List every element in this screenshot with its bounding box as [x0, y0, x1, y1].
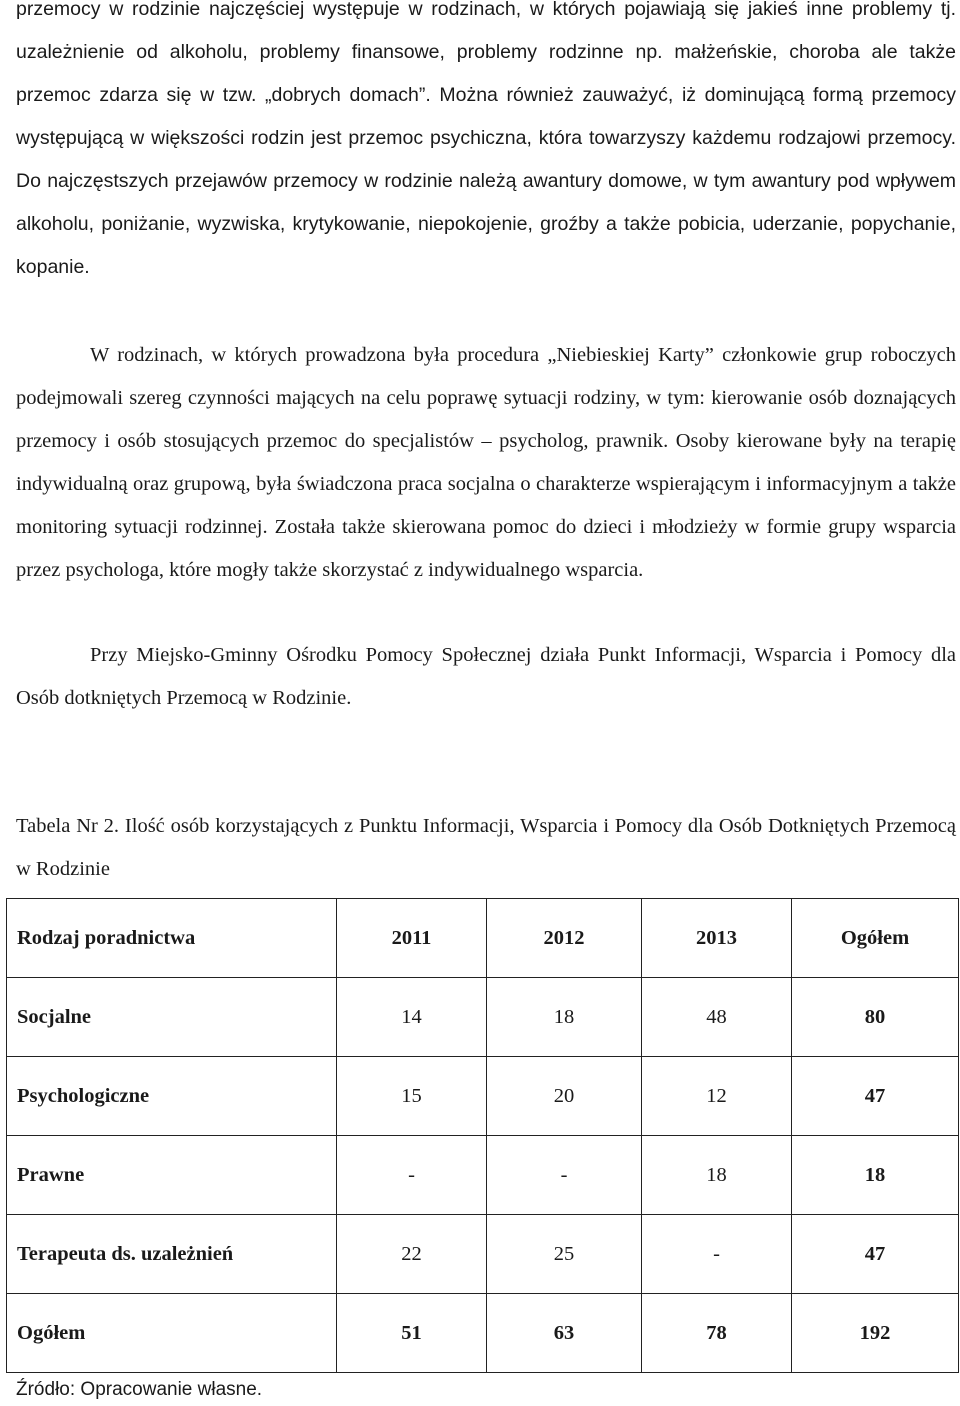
- table-cell: 18: [642, 1136, 792, 1215]
- table-cell: 47: [792, 1057, 959, 1136]
- paragraph-violence-forms: przemocy w rodzinie najczęściej występuje w rodzinach, w których pojawiają się jakieś inne problemy tj. uzależnienie od alkoholu, problemy finansowe, problemy rodzinne np. małżeńskie, choroba ale także przemoc zdarza się w tzw. „dobrych domach”. Można również zauważyć, iż dominującą formą przemocy występującą w większości rodzin jest przemoc psychiczna, która towarzyszy każdemu rodzajowi przemocy. Do najczęstszych przejawów przemocy w rodzinie należą awantury domowe, w tym awantury pod wpływem alkoholu, poniżanie, wyzwiska, krytykowanie, niepokojenie, groźby a także pobicia, uderzanie, popychanie, kopanie.: [16, 0, 956, 278]
- table-row: [7, 1057, 959, 1136]
- table-cell: -: [337, 1136, 487, 1215]
- counseling-table: [6, 898, 959, 1373]
- table-cell: 20: [487, 1057, 642, 1136]
- table-source-note: Źródło: Opracowanie własne.: [16, 1379, 263, 1400]
- table-cell: -: [487, 1136, 642, 1215]
- table-cell: -: [642, 1215, 792, 1294]
- table-row: [7, 978, 959, 1057]
- paragraph-support-point: Przy Miejsko-Gminny Ośrodku Pomocy Społecznej działa Punkt Informacji, Wsparcia i Pomocy dla Osób dotkniętych Przemocą w Rodzinie.: [16, 644, 956, 709]
- table-header-cell: 2013: [642, 899, 792, 978]
- table-cell: 18: [792, 1136, 959, 1215]
- table-cell: 14: [337, 978, 487, 1057]
- table-row: [7, 1215, 959, 1294]
- table-header-cell: 2011: [337, 899, 487, 978]
- table-total-row: [7, 1294, 959, 1373]
- table-cell: Prawne: [7, 1136, 337, 1215]
- table-cell: 48: [642, 978, 792, 1057]
- table-cell: 47: [792, 1215, 959, 1294]
- table-header-cell: 2012: [487, 899, 642, 978]
- table-cell: 18: [487, 978, 642, 1057]
- table-cell: 25: [487, 1215, 642, 1294]
- table-header-cell: Ogółem: [792, 899, 959, 978]
- table-caption: Tabela Nr 2. Ilość osób korzystających z Punktu Informacji, Wsparcia i Pomocy dla Osób Dotkniętych Przemocą w Rodzinie: [16, 815, 956, 880]
- table-cell: Terapeuta ds. uzależnień: [7, 1215, 337, 1294]
- table-cell: 12: [642, 1057, 792, 1136]
- table-header-row: [7, 899, 959, 978]
- table-cell: 78: [642, 1294, 792, 1373]
- table-cell: 80: [792, 978, 959, 1057]
- table-row: [7, 1136, 959, 1215]
- table-cell: Ogółem: [7, 1294, 337, 1373]
- table-cell: 192: [792, 1294, 959, 1373]
- table-cell: Socjalne: [7, 978, 337, 1057]
- table-header-cell: Rodzaj poradnictwa: [7, 899, 337, 978]
- table-cell: Psychologiczne: [7, 1057, 337, 1136]
- paragraph-blue-card-procedure: W rodzinach, w których prowadzona była procedura „Niebieskiej Karty” członkowie grup roboczych podejmowali szereg czynności mających na celu poprawę sytuacji rodziny, w tym: kierowanie osób doznających przemocy i osób stosujących przemoc do specjalistów – psycholog, prawnik. Osoby kierowane były na terapię indywidualną oraz grupową, była świadczona praca socjalna o charakterze wspierającym i informacyjnym a także monitoring sytuacji rodzinnej. Została także skierowana pomoc do dzieci i młodzieży w formie grupy wsparcia przez psychologa, które mogły także skorzystać z indywidualnego wsparcia.: [16, 344, 956, 581]
- table-cell: 63: [487, 1294, 642, 1373]
- table-cell: 22: [337, 1215, 487, 1294]
- table-cell: 51: [337, 1294, 487, 1373]
- table-cell: 15: [337, 1057, 487, 1136]
